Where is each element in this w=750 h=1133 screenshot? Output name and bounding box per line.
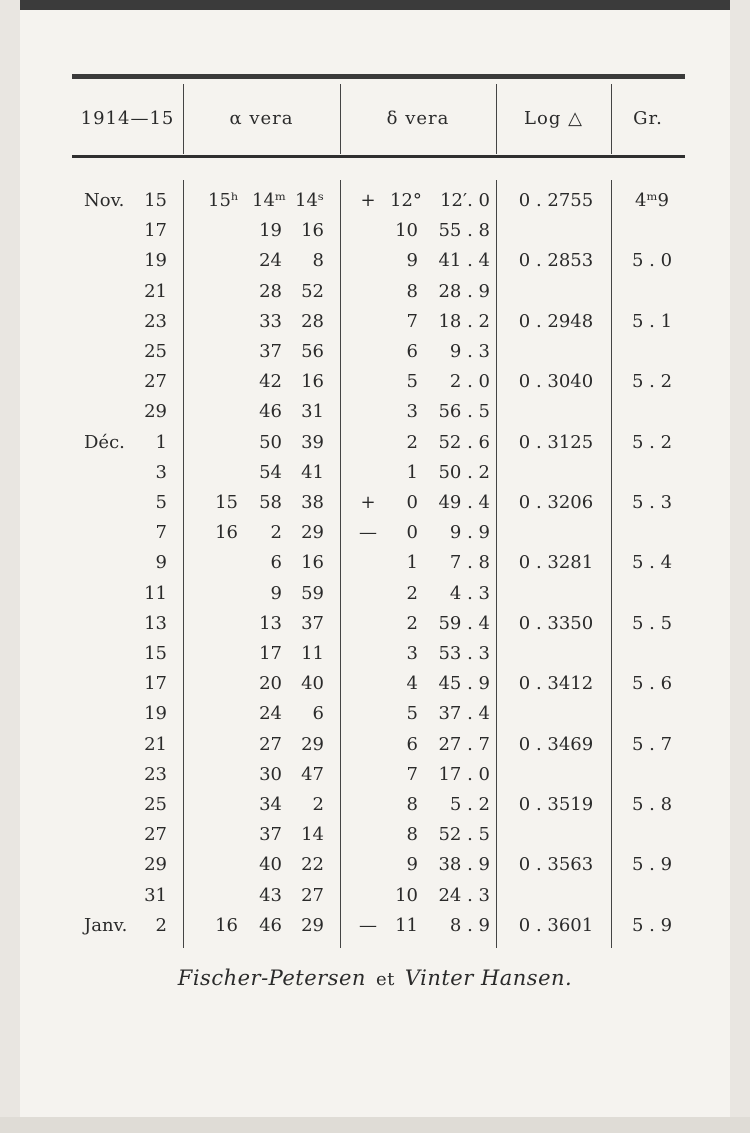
ra-minutes-cell: 58 [259,492,282,513]
dec-sign-cell: + [360,492,376,513]
magnitude-cell: 5 . 0 [631,250,673,272]
ra-minutes-cell: 24 [259,250,282,272]
dec-minutes-cell: 17 . 0 [438,763,490,785]
dec-degrees-cell: 10 [395,884,418,906]
dec-degrees-cell: 12° [390,190,422,211]
table-header-rule [72,155,685,158]
header-right-ascension: α vera [229,108,294,129]
magnitude-cell: 5 . 3 [631,492,673,513]
log-delta-cell: 0 . 3563 [518,854,594,876]
month-label: Janv. [84,914,128,936]
dec-minutes-cell: 55 . 8 [438,220,490,242]
table-row [0,915,750,945]
magnitude-cell: 5 . 2 [631,371,673,393]
log-delta-cell: 0 . 2948 [518,310,594,332]
day-cell: 15 [144,643,167,664]
table-row [0,583,750,613]
dec-minutes-cell: 38 . 9 [438,854,490,876]
dec-degrees-cell: 9 [406,250,418,272]
day-cell: 29 [144,854,167,876]
magnitude-cell: 5 . 9 [631,914,673,936]
dec-degrees-cell: 2 [406,612,418,634]
dec-degrees-cell: 1 [406,552,418,574]
dec-degrees-cell: 8 [406,280,418,302]
log-delta-cell: 0 . 2853 [518,250,594,272]
day-cell: 11 [144,582,167,604]
table-row [0,341,750,371]
dec-degrees-cell: 2 [406,582,418,604]
dec-minutes-cell: 59 . 4 [438,612,490,634]
table-row [0,703,750,733]
dec-sign-cell: — [359,522,377,544]
ra-seconds-cell: 11 [301,643,324,664]
ra-hours-cell: 16 [215,522,238,544]
dec-minutes-cell: 53 . 3 [438,643,490,664]
header-period: 1914—15 [80,108,175,129]
ra-minutes-cell: 40 [259,854,282,876]
table-row [0,764,750,794]
ra-seconds-cell: 37 [301,612,324,634]
magnitude-cell: 5 . 2 [631,431,673,453]
table-row [0,311,750,341]
ra-minutes-cell: 30 [259,763,282,785]
table-row [0,854,750,884]
day-cell: 25 [144,341,167,362]
dec-minutes-cell: 37 . 4 [438,703,490,725]
dec-minutes-cell: 52 . 5 [438,824,490,846]
day-cell: 25 [144,794,167,815]
ra-minutes-cell: 27 [259,733,282,755]
day-cell: 23 [144,763,167,785]
table-row [0,885,750,915]
day-cell: 7 [155,522,167,544]
author-1: Fischer-Petersen [177,966,366,990]
day-cell: 19 [144,703,167,725]
table-row [0,371,750,401]
ra-minutes-cell: 34 [259,794,282,815]
dec-degrees-cell: 11 [395,914,418,936]
day-cell: 2 [155,914,167,936]
dec-minutes-cell: 18 . 2 [438,310,490,332]
dec-minutes-cell: 52 . 6 [438,431,490,453]
ra-minutes-cell: 24 [259,703,282,725]
magnitude-cell: 5 . 9 [631,854,673,876]
ra-seconds-cell: 38 [301,492,324,513]
ra-seconds-cell: 31 [301,401,324,423]
dec-sign-cell: — [359,914,377,936]
table-row [0,462,750,492]
header-magnitude: Gr. [633,108,663,129]
ra-hours-cell: 15 [215,492,238,513]
table-row [0,432,750,462]
magnitude-cell: 5 . 4 [631,552,673,574]
ra-minutes-cell: 46 [259,401,282,423]
day-cell: 29 [144,401,167,423]
table-row [0,734,750,764]
dec-degrees-cell: 6 [406,733,418,755]
ra-seconds-cell: 22 [301,854,324,876]
ra-seconds-cell: 59 [301,582,324,604]
ra-seconds-cell: 40 [301,673,324,695]
ra-minutes-cell: 14ᵐ [252,190,286,211]
table-row [0,794,750,824]
ra-minutes-cell: 13 [259,612,282,634]
log-delta-cell: 0 . 3040 [518,371,594,393]
ra-minutes-cell: 2 [270,522,282,544]
ra-minutes-cell: 42 [259,371,282,393]
header-log-delta: Log △ [524,108,583,129]
ra-minutes-cell: 37 [259,341,282,362]
magnitude-cell: 5 . 7 [631,733,673,755]
ra-minutes-cell: 20 [259,673,282,695]
dec-minutes-cell: 41 . 4 [438,250,490,272]
table-row [0,220,750,250]
dec-degrees-cell: 4 [406,673,418,695]
magnitude-cell: 5 . 8 [631,794,673,815]
log-delta-cell: 0 . 3206 [518,492,594,513]
dec-minutes-cell: 8 . 9 [449,914,490,936]
header-declination: δ vera [386,108,450,129]
day-cell: 31 [144,884,167,906]
dec-minutes-cell: 5 . 2 [449,794,490,815]
table-row [0,190,750,220]
scan-edge-bottom [0,1117,750,1133]
ra-minutes-cell: 17 [259,643,282,664]
ra-minutes-cell: 50 [259,431,282,453]
day-cell: 21 [144,733,167,755]
table-row [0,643,750,673]
table-row [0,401,750,431]
dec-degrees-cell: 3 [406,401,418,423]
ra-hours-cell: 15ʰ [208,190,239,211]
author-2: Vinter Hansen. [404,966,573,990]
conjunction: et [375,969,395,990]
log-delta-cell: 0 . 3601 [518,914,594,936]
log-delta-cell: 0 . 3350 [518,612,594,634]
dec-minutes-cell: 28 . 9 [438,280,490,302]
day-cell: 21 [144,280,167,302]
magnitude-cell: 5 . 1 [631,310,673,332]
ra-minutes-cell: 33 [259,310,282,332]
dec-degrees-cell: 6 [406,341,418,362]
dec-minutes-cell: 56 . 5 [438,401,490,423]
day-cell: 9 [155,552,167,574]
ra-minutes-cell: 46 [259,914,282,936]
day-cell: 23 [144,310,167,332]
ra-seconds-cell: 8 [312,250,324,272]
day-cell: 15 [144,190,167,211]
ra-minutes-cell: 37 [259,824,282,846]
table-row [0,522,750,552]
day-cell: 27 [144,824,167,846]
dec-degrees-cell: 0 [406,492,418,513]
ra-minutes-cell: 54 [259,461,282,483]
table-top-rule [72,74,685,79]
ra-minutes-cell: 19 [259,220,282,242]
ra-seconds-cell: 47 [301,763,324,785]
ra-minutes-cell: 43 [259,884,282,906]
dec-degrees-cell: 5 [406,703,418,725]
table-row [0,250,750,280]
attribution [0,966,750,990]
dec-minutes-cell: 50 . 2 [438,461,490,483]
dec-degrees-cell: 0 [406,522,418,544]
ra-minutes-cell: 9 [270,582,282,604]
day-cell: 17 [144,673,167,695]
ra-seconds-cell: 28 [301,310,324,332]
day-cell: 19 [144,250,167,272]
dec-minutes-cell: 7 . 8 [449,552,490,574]
dec-degrees-cell: 8 [406,794,418,815]
magnitude-cell: 5 . 6 [631,673,673,695]
dec-minutes-cell: 27 . 7 [438,733,490,755]
table-row [0,281,750,311]
dec-minutes-cell: 24 . 3 [438,884,490,906]
dec-minutes-cell: 2 . 0 [449,371,490,393]
log-delta-cell: 0 . 3281 [518,552,594,574]
ra-seconds-cell: 39 [301,431,324,453]
ra-seconds-cell: 16 [301,552,324,574]
dec-degrees-cell: 7 [406,763,418,785]
dec-minutes-cell: 45 . 9 [438,673,490,695]
log-delta-cell: 0 . 3125 [518,431,594,453]
dec-degrees-cell: 2 [406,431,418,453]
dec-sign-cell: + [360,190,376,211]
table-row [0,673,750,703]
table-row [0,824,750,854]
ra-seconds-cell: 16 [301,371,324,393]
month-label: Déc. [84,431,125,453]
table-row [0,552,750,582]
magnitude-cell: 5 . 5 [631,612,673,634]
dec-degrees-cell: 3 [406,643,418,664]
dec-degrees-cell: 9 [406,854,418,876]
ra-seconds-cell: 16 [301,220,324,242]
day-cell: 17 [144,220,167,242]
day-cell: 27 [144,371,167,393]
dec-minutes-cell: 9 . 9 [449,522,490,544]
dec-minutes-cell: 12′. 0 [440,190,490,211]
scan-edge-top [0,0,750,10]
ra-seconds-cell: 6 [312,703,324,725]
dec-degrees-cell: 5 [406,371,418,393]
dec-degrees-cell: 1 [406,461,418,483]
ra-seconds-cell: 56 [301,341,324,362]
ra-seconds-cell: 14 [301,824,324,846]
ra-seconds-cell: 29 [301,914,324,936]
log-delta-cell: 0 . 3412 [518,673,594,695]
log-delta-cell: 0 . 2755 [518,190,594,211]
ra-seconds-cell: 29 [301,733,324,755]
ra-seconds-cell: 27 [301,884,324,906]
ra-seconds-cell: 41 [301,461,324,483]
day-cell: 1 [155,431,167,453]
table-row [0,613,750,643]
ra-seconds-cell: 2 [312,794,324,815]
ra-seconds-cell: 52 [301,280,324,302]
ra-seconds-cell: 29 [301,522,324,544]
day-cell: 3 [155,461,167,483]
ra-minutes-cell: 6 [270,552,282,574]
log-delta-cell: 0 . 3469 [518,733,594,755]
table-row [0,492,750,522]
month-label: Nov. [84,190,125,211]
dec-degrees-cell: 7 [406,310,418,332]
dec-minutes-cell: 49 . 4 [438,492,490,513]
ra-minutes-cell: 28 [259,280,282,302]
ra-seconds-cell: 14ˢ [295,190,324,211]
dec-degrees-cell: 8 [406,824,418,846]
magnitude-cell: 4ᵐ9 [635,190,669,211]
dec-minutes-cell: 4 . 3 [449,582,490,604]
day-cell: 5 [155,492,167,513]
dec-minutes-cell: 9 . 3 [449,341,490,362]
ra-hours-cell: 16 [215,914,238,936]
day-cell: 13 [144,612,167,634]
dec-degrees-cell: 10 [395,220,418,242]
log-delta-cell: 0 . 3519 [518,794,594,815]
